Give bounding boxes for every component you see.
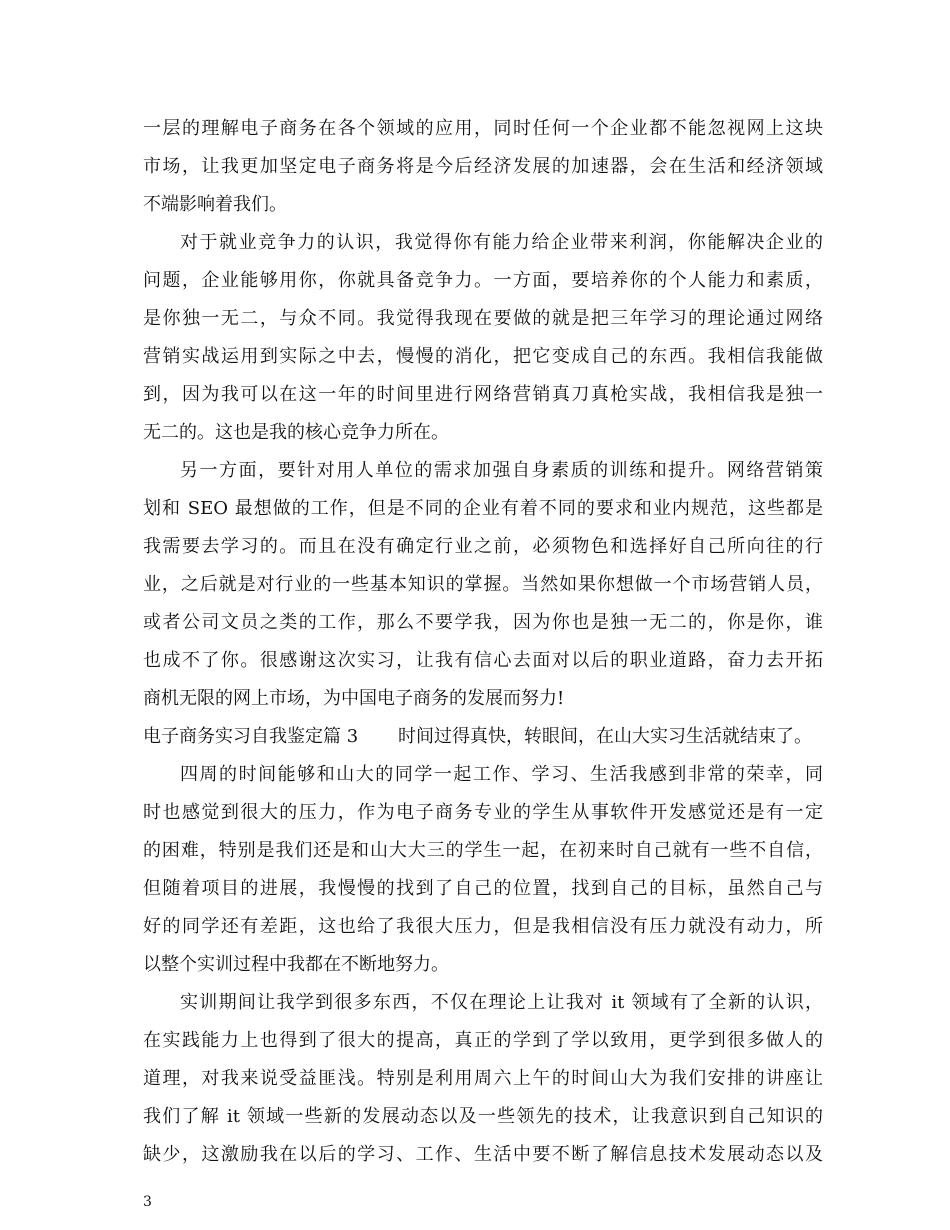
text-line: 问题，企业能够用你，你就具备竞争力。一方面，要培养你的个人能力和素质， — [143, 270, 823, 291]
text-line: 也成不了你。很感谢这次实习，让我有信心去面对以后的职业道路，奋力去开拓 — [143, 650, 823, 671]
text-line: 时也感觉到很大的压力，作为电子商务专业的学生从事软件开发感觉还是有一定 — [143, 802, 823, 823]
text-line: 好的同学还有差距，这也给了我很大压力，但是我相信没有压力就没有动力，所 — [143, 916, 823, 937]
text-line: 在实践能力上也得到了很大的提高，真正的学到了学以致用，更学到很多做人的 — [143, 1030, 823, 1051]
text-line: 实训期间让我学到很多东西，不仅在理论上让我对 it 领域有了全新的认识， — [180, 992, 823, 1013]
text-line: 缺少，这激励我在以后的学习、工作、生活中要不断了解信息技术发展动态以及 — [143, 1144, 823, 1165]
text-line: 业，之后就是对行业的一些基本知识的掌握。当然如果你想做一个市场营销人员， — [143, 574, 823, 595]
text-line: 是你独一无二，与众不同。我觉得我现在要做的就是把三年学习的理论通过网络 — [143, 308, 823, 329]
section-heading: 电子商务实习自我鉴定篇 3 — [143, 726, 359, 747]
text-line: 的困难，特别是我们还是和山大大三的学生一起，在初来时自己就有一些不自信， — [143, 840, 823, 861]
text-line: 到，因为我可以在这一年的时间里进行网络营销真刀真枪实战，我相信我是独一 — [143, 384, 823, 405]
text-line: 我需要去学习的。而且在没有确定行业之前，必须物色和选择好自己所向往的行 — [143, 536, 823, 557]
text-line: 商机无限的网上市场，为中国电子商务的发展而努力! — [143, 688, 565, 709]
text-line: 另一方面，要针对用人单位的需求加强自身素质的训练和提升。网络营销策 — [180, 460, 823, 481]
text-line: 一层的理解电子商务在各个领域的应用，同时任何一个企业都不能忽视网上这块 — [143, 118, 823, 139]
text-line: 或者公司文员之类的工作，那么不要学我，因为你也是独一无二的，你是你，谁 — [143, 612, 823, 633]
text-line: 不端影响着我们。 — [143, 194, 287, 215]
text-line: 市场，让我更加坚定电子商务将是今后经济发展的加速器，会在生活和经济领域 — [143, 156, 823, 177]
text-line: 划和 SEO 最想做的工作，但是不同的企业有着不同的要求和业内规范，这些都是 — [143, 498, 823, 519]
text-line: 四周的时间能够和山大的同学一起工作、学习、生活我感到非常的荣幸，同 — [180, 764, 823, 785]
page-number: 3 — [143, 1194, 152, 1210]
text-line: 道理，对我来说受益匪浅。特别是利用周六上午的时间山大为我们安排的讲座让 — [143, 1068, 823, 1089]
section-heading-trailing-text: 时间过得真快，转眼间，在山大实习生活就结束了。 — [398, 726, 812, 747]
text-line: 营销实战运用到实际之中去，慢慢的消化，把它变成自己的东西。我相信我能做 — [143, 346, 823, 367]
text-line: 无二的。这也是我的核心竞争力所在。 — [143, 422, 449, 443]
text-line: 我们了解 it 领域一些新的发展动态以及一些领先的技术，让我意识到自己知识的 — [143, 1106, 823, 1127]
text-line: 对于就业竞争力的认识，我觉得你有能力给企业带来利润，你能解决企业的 — [180, 232, 823, 253]
text-line: 但随着项目的进展，我慢慢的找到了自己的位置，找到自己的目标，虽然自己与 — [143, 878, 823, 899]
text-line: 以整个实训过程中我都在不断地努力。 — [143, 954, 449, 975]
